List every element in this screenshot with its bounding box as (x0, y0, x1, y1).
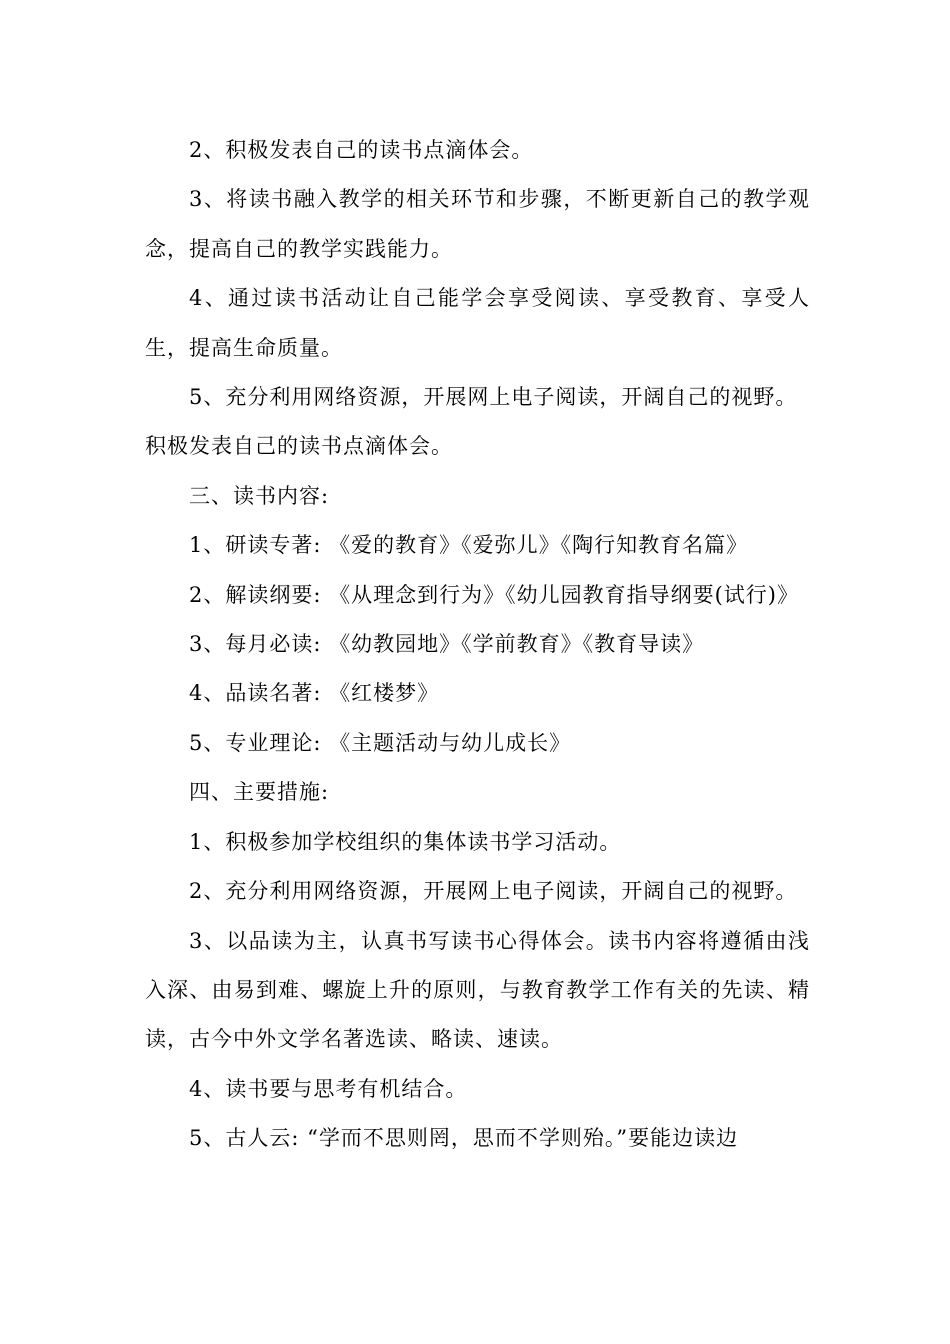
paragraph-content-5: 5、专业理论: 《主题活动与幼儿成长》 (189, 730, 572, 755)
paragraph-measure-4: 4、读书要与思考有机结合。 (189, 1076, 468, 1101)
paragraph-measure-3: 3、以品读为主，认真书写读书心得体会。读书内容将遵循由浅入深、由易到难、螺旋上升的原则，与教育教学工作有关的先读、精读，古今中外文学名著选读、略读、速读。 (145, 928, 810, 1052)
document-body (145, 126, 810, 1164)
paragraph-goal-5-continued: 积极发表自己的读书点滴体会。 (145, 434, 453, 459)
section-heading-reading-content: 三、读书内容: (189, 483, 330, 508)
paragraph-measure-2: 2、充分利用网络资源，开展网上电子阅读，开阔自己的视野。 (189, 879, 798, 904)
paragraph-goal-4: 4、通过读书活动让自己能学会享受阅读、享受教育、享受人生，提高生命质量。 (145, 286, 810, 360)
paragraph-goal-3: 3、将读书融入教学的相关环节和步骤，不断更新自己的教学观念，提高自己的教学实践能力。 (145, 187, 810, 261)
paragraph-content-2: 2、解读纲要: 《从理念到行为》《幼儿园教育指导纲要(试行)》 (189, 582, 799, 607)
paragraph-goal-5: 5、充分利用网络资源，开展网上电子阅读，开阔自己的视野。 (189, 385, 798, 410)
paragraph-content-4: 4、品读名著: 《红楼梦》 (189, 681, 440, 706)
paragraph-measure-5: 5、古人云: “学而不思则罔，思而不学则殆。”要能边读边 (189, 1126, 739, 1151)
paragraph-measure-1: 1、积极参加学校组织的集体读书学习活动。 (189, 829, 622, 854)
paragraph-content-3: 3、每月必读: 《幼教园地》《学前教育》《教育导读》 (189, 632, 705, 657)
paragraph-goal-2: 2、积极发表自己的读书点滴体会。 (189, 138, 534, 162)
paragraph-content-1: 1、研读专著: 《爱的教育》《爱弥儿》《陶行知教育名篇》 (189, 533, 749, 558)
section-heading-main-measures: 四、主要措施: (189, 780, 330, 805)
